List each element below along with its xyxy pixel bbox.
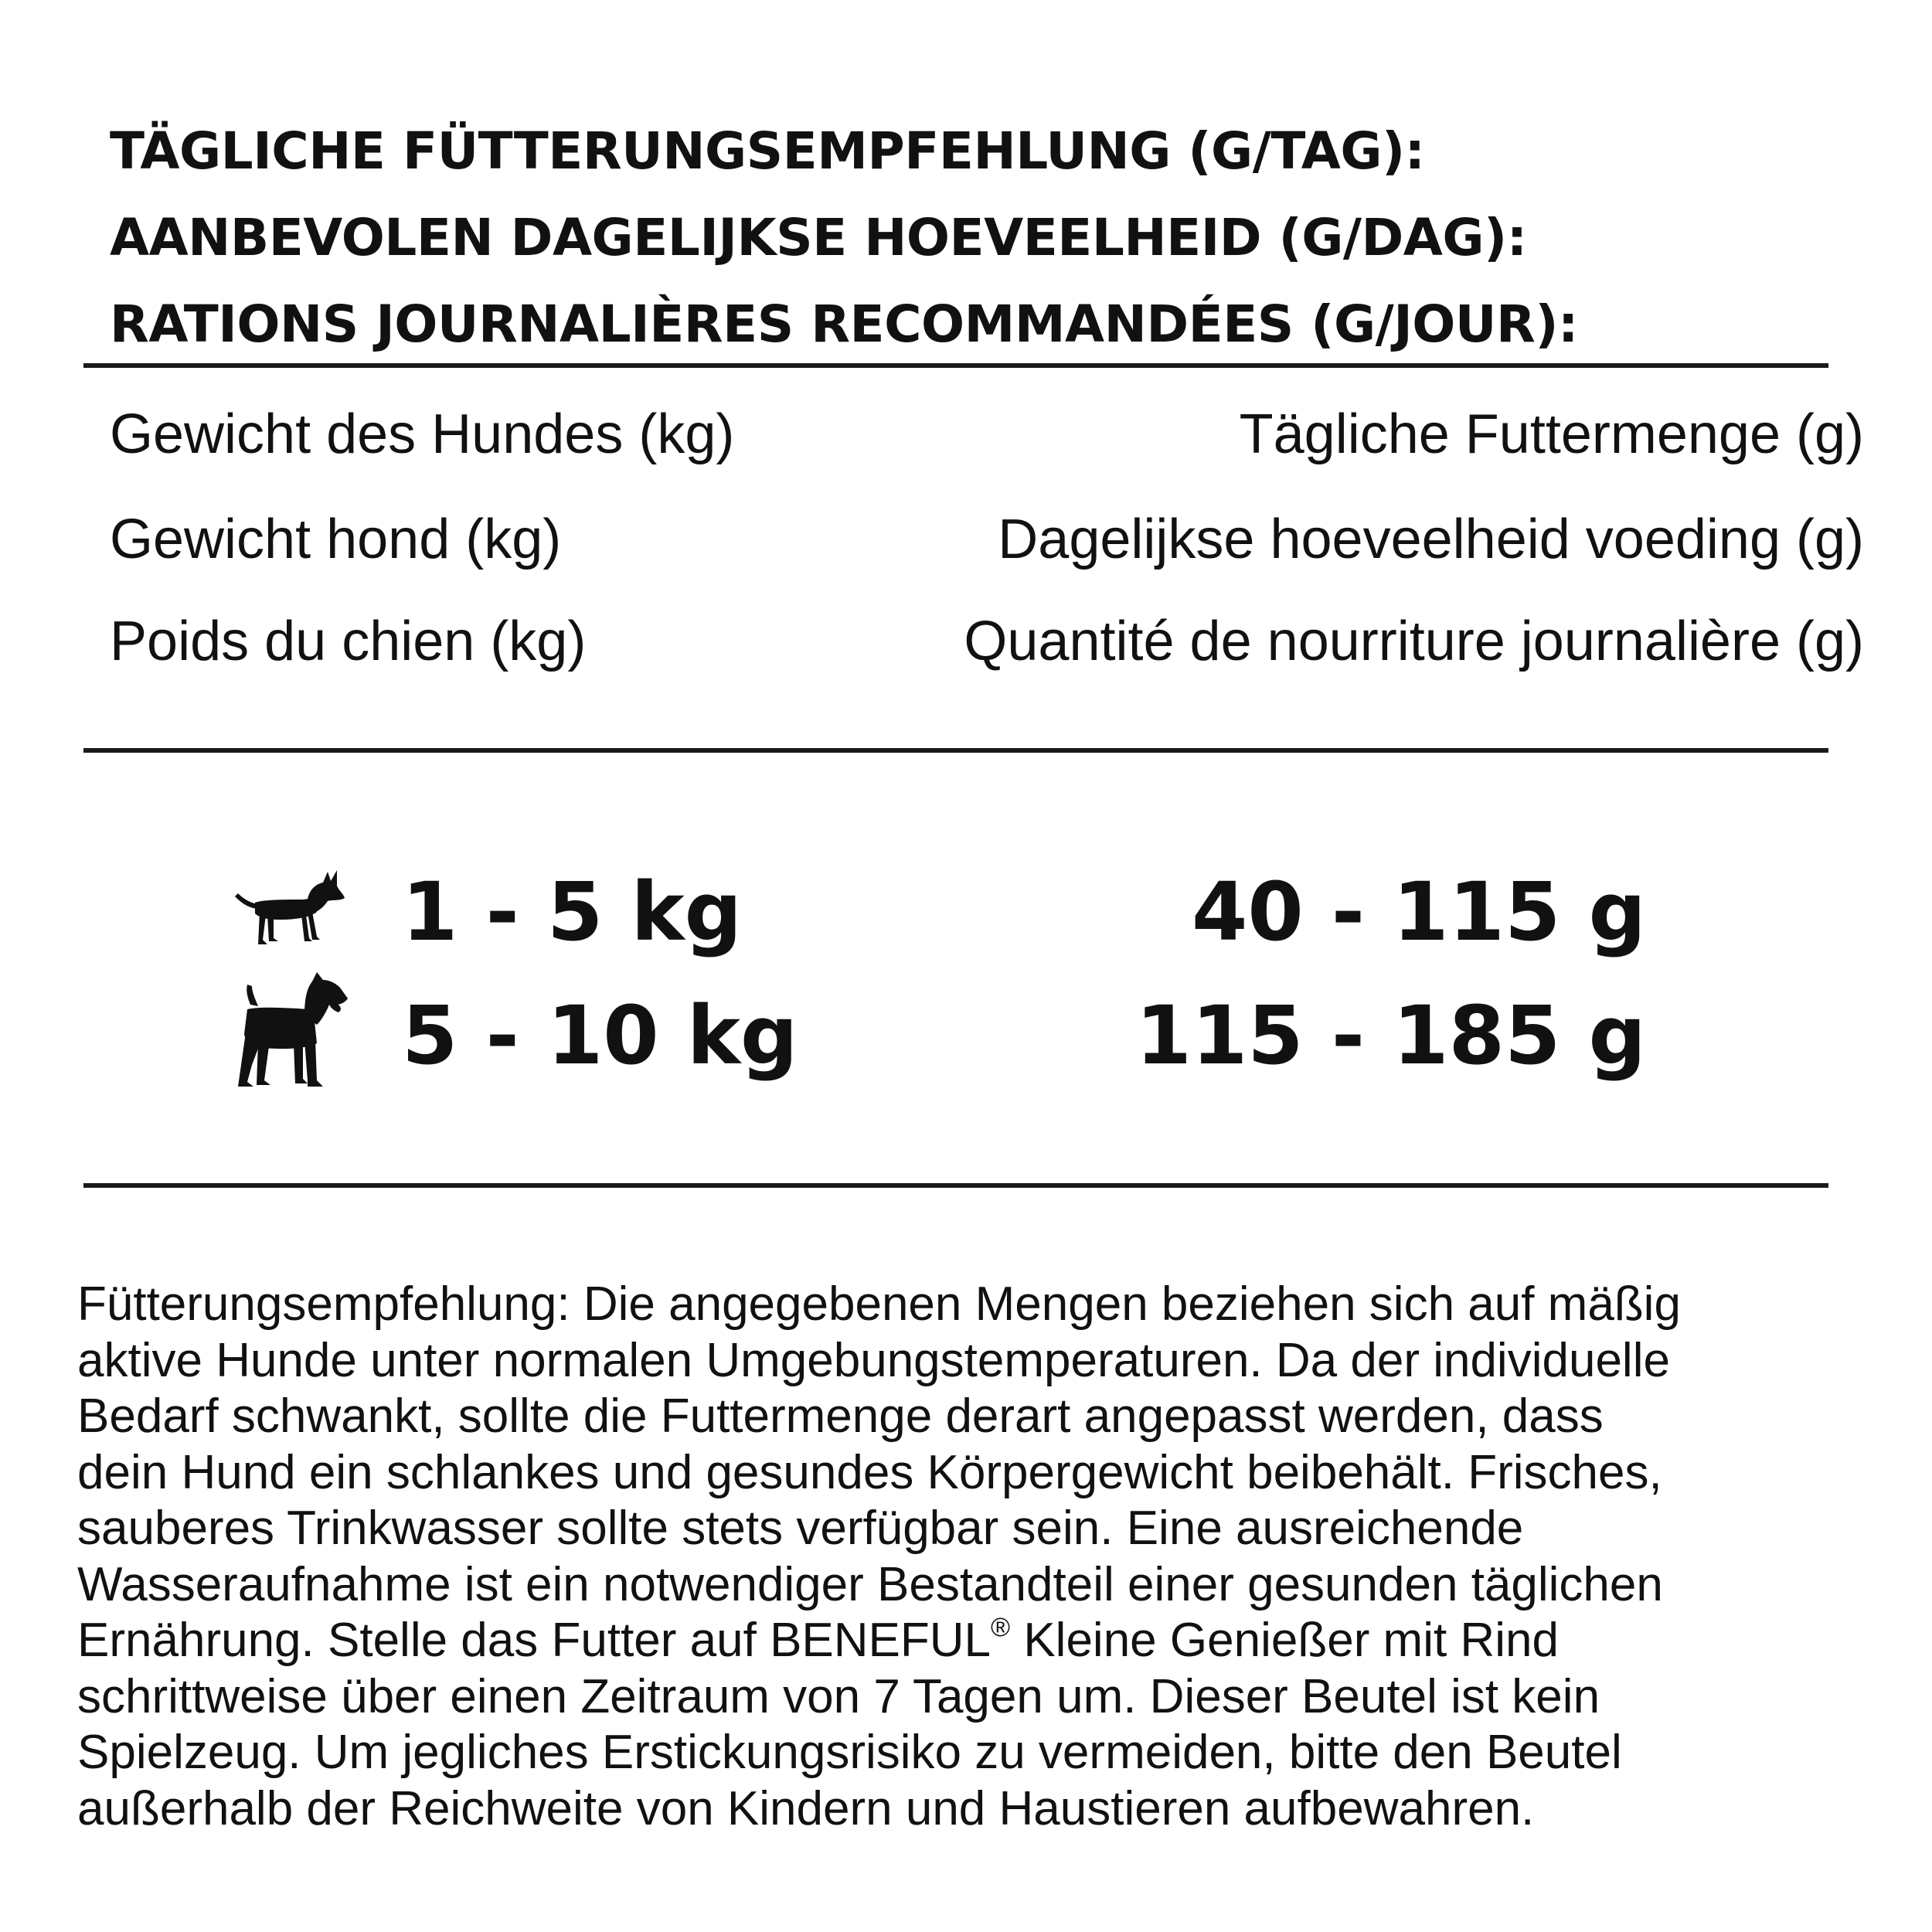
weight-range: 5 - 10 kg	[402, 988, 798, 1083]
feeding-row	[0, 858, 1932, 966]
instructions-line: Spielzeug. Um jegliches Erstickungsrisiko zu vermeiden, bitte den Beutel	[77, 1726, 1622, 1779]
instructions-line: Fütterungsempfehlung: Die angegebenen Mengen beziehen sich auf mäßig	[77, 1277, 1681, 1331]
weight-label-german: Gewicht des Hundes (kg)	[110, 403, 735, 465]
amount-label-french: Quantité de nourriture journalière (g)	[964, 611, 1864, 672]
amount-range: 115 - 185 g	[1135, 988, 1646, 1083]
instructions-line: sauberes Trinkwasser sollte stets verfügbar sein. Eine ausreichende	[77, 1502, 1524, 1555]
instructions-line: außerhalb der Reichweite von Kindern und Haustieren aufbewahren.	[77, 1781, 1535, 1835]
feeding-row	[0, 981, 1932, 1090]
instructions-line-brand	[77, 1613, 1855, 1669]
instructions-line: dein Hund ein schlankes und gesundes Körpergewicht beibehält. Frisches,	[77, 1445, 1662, 1499]
feeding-headings	[110, 108, 1849, 368]
instructions-line: aktive Hunde unter normalen Umgebungstemperaturen. Da der individuelle	[77, 1333, 1670, 1387]
divider-top	[83, 363, 1828, 368]
weight-range: 1 - 5 kg	[402, 865, 743, 959]
instructions-line: Wasseraufnahme ist ein notwendiger Bestandteil einer gesunden täglichen	[77, 1557, 1663, 1611]
registered-trademark: ®	[991, 1613, 1011, 1642]
amount-label-german: Tägliche Futtermenge (g)	[1239, 403, 1864, 465]
instructions-line: Bedarf schwankt, sollte die Futtermenge derart angepasst werden, dass	[77, 1389, 1604, 1443]
terrier-dog-icon	[227, 966, 351, 1090]
column-labels-dutch	[110, 501, 1864, 578]
small-dog-icon	[232, 864, 348, 949]
divider-middle	[83, 748, 1828, 753]
brand-line-start: Ernährung. Stelle das Futter auf BENEFUL	[77, 1614, 992, 1667]
amount-label-dutch: Dagelijkse hoeveelheid voeding (g)	[998, 509, 1864, 570]
heading-french: RATIONS JOURNALIÈRES RECOMMANDÉES (G/JOUR):	[110, 294, 1578, 354]
weight-label-french: Poids du chien (kg)	[110, 611, 587, 672]
amount-range: 40 - 115 g	[1191, 865, 1646, 959]
feeding-instructions	[77, 1277, 1855, 1837]
instructions-line: schrittweise über einen Zeitraum von 7 Tagen um. Dieser Beutel ist kein	[77, 1669, 1600, 1723]
brand-line-end: Kleine Genießer mit Rind	[1010, 1614, 1559, 1667]
heading-german: TÄGLICHE FÜTTERUNGSEMPFEHLUNG (G/TAG):	[110, 121, 1425, 181]
weight-label-dutch: Gewicht hond (kg)	[110, 509, 562, 570]
column-labels-german	[110, 396, 1864, 473]
divider-bottom	[83, 1183, 1828, 1188]
heading-dutch: AANBEVOLEN DAGELIJKSE HOEVEELHEID (G/DAG):	[110, 208, 1527, 267]
column-labels-french	[110, 603, 1864, 680]
